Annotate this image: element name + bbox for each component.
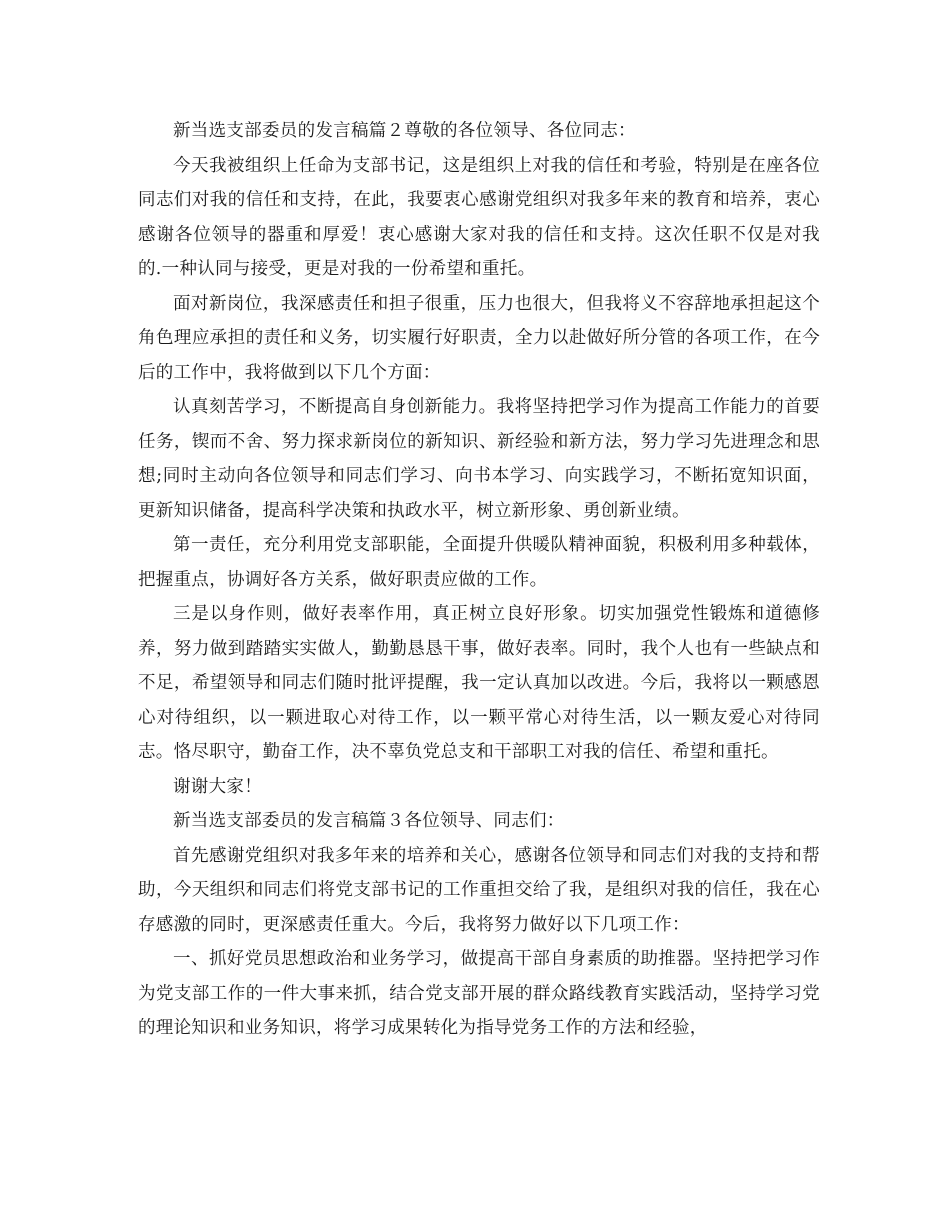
closing-thanks: 谢谢大家！ (173, 776, 262, 797)
paragraph: 第一责任，充分利用党支部职能，全面提升供暖队精神面貌，积极利用多种载体，把握重点，协调好各方关系，做好职责应做的工作。 (138, 535, 820, 590)
paragraph: 今天我被组织上任命为支部书记，这是组织上对我的信任和考验，特别是在座各位同志们对我的信任和支持，在此，我要衷心感谢党组织对我多年来的教育和培养，衷心感谢各位领导的器重和厚爱！衷心感谢大家对我的信任和支持。这次任职不仅是对我的.一种认同与接受，更是对我的一份希望和重托。 (138, 155, 820, 279)
paragraph: 首先感谢党组织对我多年来的培养和关心，感谢各位领导和同志们对我的支持和帮助，今天组织和同志们将党支部书记的工作重担交给了我，是组织对我的信任，我在心存感激的同时，更深感责任重大。今后，我将努力做好以下几项工作： (138, 845, 820, 935)
paragraph: 一、抓好党员思想政治和业务学习，做提高干部自身素质的助推器。坚持把学习作为党支部工作的一件大事来抓，结合党支部开展的群众路线教育实践活动，坚持学习党的理论知识和业务知识，将学习成果转化为指导党务工作的方法和经验， (138, 949, 820, 1038)
paragraph: 认真刻苦学习，不断提高自身创新能力。我将坚持把学习作为提高工作能力的首要任务，锲而不舍、努力探求新岗位的新知识、新经验和新方法，努力学习先进理念和思想;同时主动向各位领导和同志们学习、向书本学习、向实践学习，不断拓宽知识面，更新知识储备，提高科学决策和执政水平，树立新形象、勇创新业绩。 (138, 397, 820, 521)
paragraph: 三是以身作则，做好表率作用，真正树立良好形象。切实加强党性锻炼和道德修养，努力做到踏踏实实做人，勤勤恳恳干事，做好表率。同时，我个人也有一些缺点和不足，希望领导和同志们随时批评提醒，我一定认真加以改进。今后，我将以一颗感恩心对待组织，以一颗进取心对待工作，以一颗平常心对待生活，以一颗友爱心对待同志。恪尽职守，勤奋工作，决不辜负党总支和干部职工对我的信任、希望和重托。 (138, 604, 820, 762)
heading-speech-2: 新当选支部委员的发言稿篇２尊敬的各位领导、各位同志： (173, 121, 636, 141)
paragraph: 面对新岗位，我深感责任和担子很重，压力也很大，但我将义不容辞地承担起这个角色理应承担的责任和义务，切实履行好职责，全力以赴做好所分管的各项工作，在今后的工作中，我将做到以下几个方面： (138, 293, 820, 383)
document-body (138, 114, 820, 1046)
heading-speech-3: 新当选支部委员的发言稿篇３各位领导、同志们： (173, 811, 565, 831)
